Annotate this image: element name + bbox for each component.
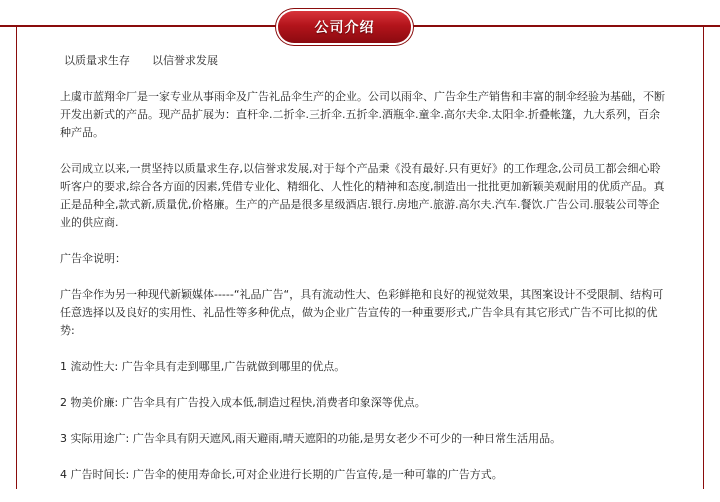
section-title-banner — [278, 11, 411, 43]
section-title: 公司介绍 — [314, 20, 375, 36]
company-slogans: 以质量求生存 以信誉求发展 — [64, 54, 218, 67]
philosophy-paragraph: 公司成立以来,一贯坚持以质量求生存,以信誉求发展,对于每个产品秉《没有最好.只有更好》的工作理念,公司员工都会细心聆听客户的要求,综合各方面的因素,凭借专业化、精细化、人性化的精神和态度,制造出一批批更加新颖美观耐用的优质产品。真正是品种全,款式新,质量优,价格廉。生产的产品是很多星级酒店.银行.房地产.旅游.高尔夫.汽车.餐饮.广告公司.服装公司等企业的供应商. — [60, 162, 665, 229]
advantage-item: 4 广告时间长: 广告伞的使用寿命长,可对企业进行长期的广告宣传,是一种可靠的广告方式。 — [60, 468, 503, 481]
company-intro-text — [60, 52, 668, 502]
advantage-item: 3 实际用途广: 广告伞具有阴天遮风,雨天避雨,晴天遮阳的功能,是男女老少不可少的一种日常生活用品。 — [60, 432, 562, 445]
advantage-item: 2 物美价廉: 广告伞具有广告投入成本低,制造过程快,消费者印象深等优点。 — [60, 396, 426, 409]
advantage-item: 1 流动性大: 广告伞具有走到哪里,广告就做到哪里的优点。 — [60, 360, 346, 373]
umbrella-description: 广告伞作为另一种现代新颖媒体-----“礼品广告“，具有流动性大、色彩鲜艳和良好的视觉效果，其图案设计不受限制、结构可任意选择以及良好的实用性、礼品性等多种优点，做为企业广告宣传的一种重要形式,广告伞具有其它形式广告不可比拟的优势: — [60, 288, 664, 337]
intro-paragraph: 上虞市蓝翔伞厂是一家专业从事雨伞及广告礼品伞生产的企业。公司以雨伞、广告伞生产销售和丰富的制伞经验为基础，不断开发出新式的产品。现产品扩展为：直杆伞.二折伞.三折伞.五折伞.酒瓶伞.童伞.高尔夫伞.太阳伞.折叠帐篷，九大系列，百余种产品。 — [60, 90, 665, 139]
umbrella-section-heading: 广告伞说明： — [60, 252, 126, 265]
